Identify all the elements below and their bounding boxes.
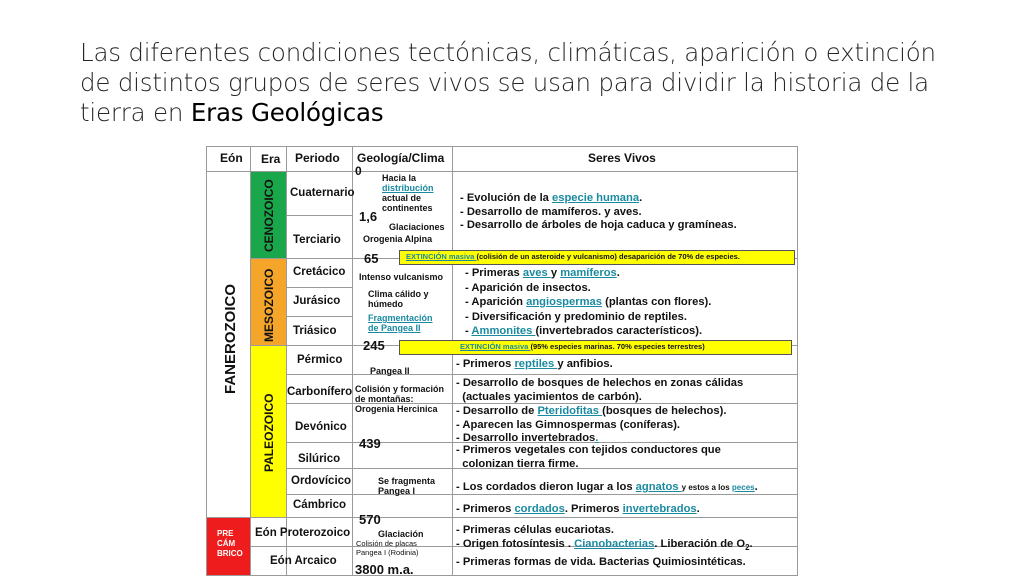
sv-text: - Aparición [465,296,527,308]
geo-text: Fragmentación [368,313,433,323]
era-cenozoico: CENOZOICO [262,179,276,252]
period-cambrico: Cámbrico [293,499,347,511]
extincion-link-2[interactable]: EXTINCIÓN masiva [460,342,531,351]
sv-link-peces[interactable]: peces [731,483,755,492]
sv-line: - Primeras células eucariotas. [456,524,614,536]
sv-mesozoico [465,266,711,339]
sv-text: (invertebrados característicos). [535,325,703,337]
geo-text: Pangea I [378,486,416,496]
grid-line [206,517,798,518]
age-3800: 3800 m.a. [355,562,414,577]
sv-text: (plantas con flores). [601,296,712,308]
age-0: 0 [355,164,362,178]
geo-pangea-ii: Pangea II [370,366,410,376]
header-periodo: Periodo [295,151,340,165]
geo-se-fragmenta [378,476,435,496]
title-emphasis: Eras Geológicas [190,98,384,127]
sv-permico [456,358,613,372]
grid-line [286,287,352,288]
geo-text: Colisión y formación [355,384,445,394]
grid-col [797,146,798,576]
sv-link-ammonites[interactable]: Ammonites [471,325,536,337]
sv-line: - Aparición de insectos. [465,281,591,294]
sv-cenozoico [460,192,737,233]
geo-colision [355,384,444,414]
header-seres-vivos: Seres Vivos [588,151,656,165]
geo-clima [368,289,429,309]
period-ordovicico: Ordovícico [291,475,352,487]
title-line-2: de distintos grupos de seres vivos se usan para dividir la historia de la [80,68,929,97]
geo-glaciaciones: Glaciaciones [389,222,445,232]
precambrico-label [217,529,243,559]
sv-line [460,192,737,206]
sv-text: . [754,481,758,493]
period-terciario: Terciario [293,234,341,246]
sv-link-pteridofitas[interactable]: Pteridofitas [537,405,603,417]
age-245: 245 [363,338,385,353]
geo-text: Pangea I (Rodinia) [356,548,419,557]
grid-col [250,146,251,576]
sv-text: - Desarrollo invertebrados [456,432,596,444]
sv-text: - Primeros [456,358,515,370]
sv-text: . Liberación de O [654,538,746,550]
sv-ordovicico [456,481,758,495]
era-paleozoico: PALEOZOICO [262,393,276,472]
sv-devonico [456,405,726,446]
slide-title [80,38,980,128]
title-line-3 [80,98,980,128]
sv-subscript: 2 [745,543,750,553]
sv-line [465,295,711,310]
geo-text: Hacia la [382,173,417,183]
geo-text: de Pangea II [368,323,421,333]
sv-text: . [749,538,753,550]
sv-text: . [616,267,620,279]
geo-text: continentes [382,203,433,213]
extincion-link-1[interactable]: EXTINCIÓN masiva [406,252,477,261]
header-era: Era [261,152,281,166]
extincion-text-1: (colisión de un asteroide y vulcanismo) desaparición de 70% de especies. [476,252,740,261]
sv-line [465,324,711,339]
geo-text: húmedo [368,299,403,309]
geo-text: Colisión de placas [356,539,417,548]
sv-text: - [465,325,472,337]
title-line-1: Las diferentes condiciones tectónicas, climáticas, aparición o extinción [80,38,936,67]
header-eon: Eón [220,151,243,165]
sv-link-angiospermas[interactable]: angiospermas [526,296,602,308]
period-devonico: Devónico [295,421,347,433]
sv-text: y [550,267,561,279]
sv-link-cianobacterias[interactable]: Cianobacterias [574,538,655,550]
header-geologia: Geología/Clima [357,151,445,165]
period-silurico: Silúrico [298,453,341,465]
sv-link-mamiferos[interactable]: mamíferos [560,267,617,279]
sv-line: (actuales yacimientos de carbón). [456,390,642,403]
geologic-time-table [206,146,798,576]
geo-text: Se fragmenta [378,476,436,486]
sv-line: - Aparecen las Gimnospermas (coníferas). [456,418,681,431]
sv-line: colonizan tierra firme. [456,457,579,470]
grid-header-bottom [206,171,798,172]
geo-link-fragmentacion[interactable] [368,313,433,333]
sv-line [465,266,711,281]
sv-silurico [456,444,721,471]
sv-text: . Primeros [564,503,623,515]
sv-link-cordados[interactable]: cordados [514,503,565,515]
period-proterozoico: Eón Proterozoico [255,527,351,539]
sv-link-aves[interactable]: aves [522,267,551,279]
sv-text: - Primeros [456,503,515,515]
sv-line: - Desarrollo de árboles de hoja caduca y gramíneas. [460,219,737,231]
sv-line: - Diversificación y predominio de reptiles. [465,310,687,323]
grid-col [352,146,353,576]
geo-glaciacion: Glaciación [378,529,424,539]
grid-line [286,374,798,375]
sv-link-especie-humana[interactable]: especie humana [552,192,640,204]
precambrico-line: PRE [217,529,234,538]
extincion-bar-1 [399,250,795,265]
grid-col [206,146,207,576]
extincion-bar-2 [399,340,792,355]
grid-line [286,316,352,317]
sv-line: - Desarrollo de mamíferos. y aves. [460,205,642,218]
period-permico: Pérmico [297,354,343,366]
sv-link-agnatos[interactable]: agnatos [635,481,682,493]
sv-text: - Evolución de la [460,192,553,204]
extincion-text-2: (95% especies marinas. 70% especies terrestres) [530,342,705,351]
sv-cambrico [456,503,700,517]
age-570: 570 [359,512,381,527]
sv-line [456,537,753,555]
sv-line: - Primeras formas de vida. Bacterias Quimiosintéticas. [456,556,746,569]
geo-text: de montañas: [355,394,414,404]
geo-cuaternario [382,173,434,213]
sv-link-reptiles[interactable]: reptiles [514,358,558,370]
geo-text: Clima cálido y [368,289,429,299]
sv-text: y estos a los [681,483,732,492]
sv-text: . [639,192,643,204]
sv-text: . [696,503,700,515]
sv-text: y anfibios. [557,358,613,370]
age-439: 439 [359,436,381,451]
geo-link-distribucion[interactable]: distribución [382,183,434,193]
title-prefix: tierra en [80,98,191,127]
era-mesozoico: MESOZOICO [262,268,276,342]
precambrico-line: BRICO [217,549,243,558]
grid-col [452,146,453,576]
geo-colision-placas [356,539,419,557]
sv-carbonifero [456,377,743,404]
sv-text: - Primeras [465,267,523,279]
period-jurasico: Jurásico [293,295,341,307]
period-arcaico: Eón Arcaico [270,555,337,567]
precambrico-line: CÁM [217,539,236,548]
sv-link-invertebrados[interactable]: invertebrados [622,503,697,515]
period-triasico: Triásico [293,325,337,337]
geo-intenso-vulcanismo: Intenso vulcanismo [359,272,444,282]
period-cretacico: Cretácico [293,266,346,278]
period-carbonifero: Carbonífero [287,386,353,398]
sv-text: (bosques de helechos). [602,405,727,417]
age-1-6: 1,6 [359,209,378,224]
eon-fanerozoico: FANEROZOICO [222,283,239,394]
sv-text: - Desarrollo de [456,405,538,417]
sv-line [456,405,726,419]
age-65: 65 [364,251,379,266]
period-cuaternario: Cuaternario [290,187,355,199]
sv-precambrico [456,523,753,569]
grid-line [286,215,352,216]
geo-text: Orogenia Hercinica [355,404,438,414]
sv-text: - Origen fotosíntesis . [456,538,575,550]
sv-link-invertebrados-dot[interactable]: . [595,432,599,444]
sv-line: - Primeros vegetales con tejidos conductores que [456,444,721,456]
geo-text: actual de [382,193,422,203]
grid-top [206,146,798,147]
geo-orogenia-alpina: Orogenia Alpina [363,234,433,244]
sv-text: - Los cordados dieron lugar a los [456,481,636,493]
sv-line: - Desarrollo de bosques de helechos en zonas cálidas [456,377,744,389]
grid-col [286,146,287,576]
